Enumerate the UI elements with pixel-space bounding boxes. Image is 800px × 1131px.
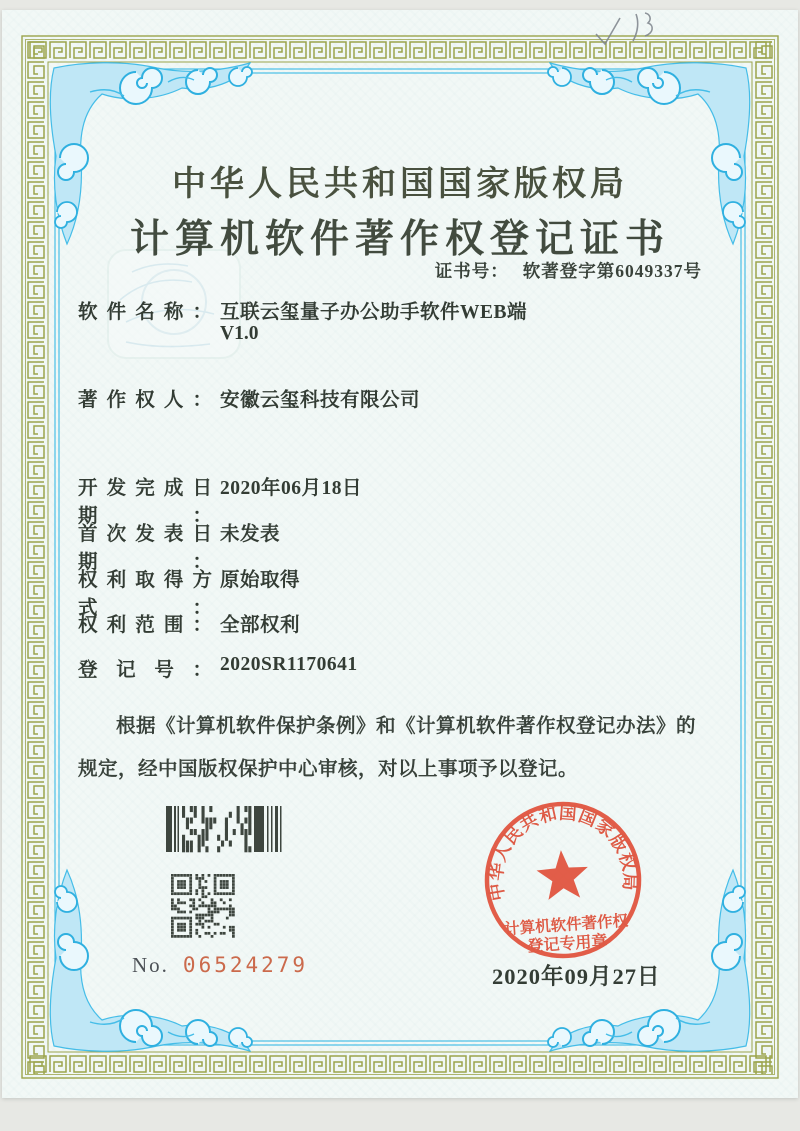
qr-code	[171, 874, 235, 938]
official-seal	[480, 797, 645, 961]
field-software-version: V1.0	[220, 323, 259, 344]
field-value: 互联云玺量子办公助手软件WEB端	[220, 302, 528, 323]
statement-line1: 根据《计算机软件保护条例》和《计算机软件著作权登记办法》的	[116, 716, 697, 737]
field-label: 权利范围：	[78, 615, 212, 636]
field-software-name	[78, 296, 527, 324]
seal-ring-text: 中华人民共和国国家版权局	[485, 802, 641, 903]
serial-line	[132, 953, 308, 978]
seal-line2: 登记专用章	[526, 933, 609, 956]
certificate-number-line	[435, 258, 702, 283]
statement-line2: 规定，经中国版权保护中心审核，对以上事项予以登记。	[78, 759, 579, 780]
field-label: 软件名称：	[78, 302, 212, 323]
field-label: 登记号：	[78, 660, 212, 681]
seal-star	[535, 848, 590, 900]
issuer-title: 中华人民共和国国家版权局	[172, 166, 628, 203]
serial-number: 06524279	[182, 953, 309, 977]
field-value: 2020SR1170641	[220, 654, 358, 675]
field-label: 著作权人：	[78, 390, 212, 411]
certificate-number-value: 软著登字第6049337号	[522, 261, 702, 281]
field-label: 首次发表日期：	[78, 524, 212, 573]
field-value: 全部权利	[220, 615, 301, 636]
field-label: 开发完成日期：	[78, 478, 212, 527]
field-copyright-owner	[78, 384, 420, 412]
field-value: 原始取得	[220, 570, 301, 591]
field-registration-number	[78, 654, 358, 682]
field-value: 安徽云玺科技有限公司	[220, 390, 421, 411]
certificate-number-label: 证书号：	[434, 261, 509, 281]
seal-line1: 计算机软件著作权	[503, 912, 629, 939]
issue-date: 2020年09月27日	[492, 964, 661, 989]
field-label: 权利取得方式：	[78, 570, 212, 619]
certificate-paper	[2, 10, 798, 1098]
serial-label: No.	[132, 953, 169, 977]
barcode	[166, 806, 282, 852]
field-value: 2020年06月18日	[220, 478, 363, 499]
field-value: 未发表	[220, 524, 281, 545]
field-rights-scope	[78, 609, 300, 637]
certificate-title: 计算机软件著作权登记证书	[129, 218, 670, 261]
